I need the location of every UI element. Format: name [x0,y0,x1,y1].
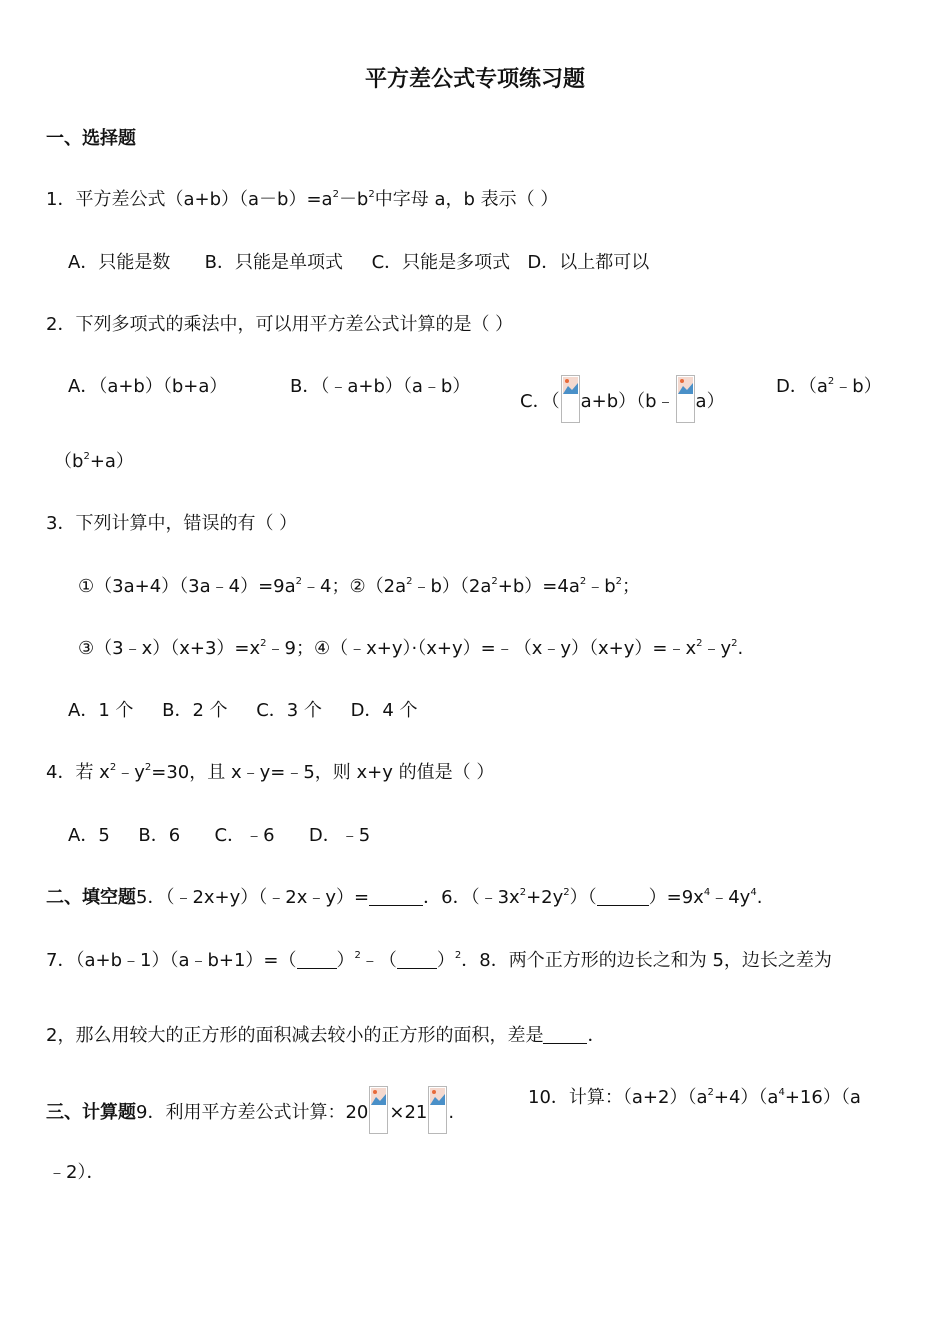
question-10-continued: ﹣2）． [48,1162,105,1183]
question-2-option-d: D．$(a^2﹣b)$ [776,376,882,397]
question-2-option-a: A．（a+b）（b+a） [68,376,228,397]
broken-image-icon [369,1086,388,1134]
question-2-option-c: C．（ a+b）（b﹣ a） [520,375,725,423]
answer-blank[interactable] [597,887,649,906]
answer-blank[interactable] [297,950,337,969]
question-7-8: 7．（a+b﹣1）（a﹣b+1）=（ ）$^2$﹣（ ）$^2$．8．两个正方形的边长之和为 5，边长之差为 [46,950,832,971]
broken-image-icon [676,375,695,423]
question-4: 4．若 $x^2﹣y^2=30$，且 x﹣y=﹣5，则 x+y 的值是（ ） [46,762,495,783]
question-2-option-b: B．（﹣a+b）（a﹣b） [290,376,471,397]
answer-blank[interactable] [397,950,437,969]
answer-blank[interactable] [543,1025,587,1044]
section-heading-fill: 二、填空题 [46,887,136,908]
page-title: 平方差公式专项练习题 [364,67,585,92]
question-8-continued: 2，那么用较大的正方形的面积减去较小的正方形的面积，差是 ． [46,1025,606,1046]
question-3-statements-1-2: $①(3a+4)(3a﹣4)=9a^2﹣4$；$②(2a^2﹣b)(2a^2+b)=4a^2﹣b^2$； [78,576,641,597]
question-5-6: 二、填空题5．（﹣2x+y）（﹣2x﹣y）= ．6．$(﹣3x^2+2y^2)$（ ）$=9x^4﹣4y^4$. [46,887,763,908]
question-9: 三、计算题9．利用平方差公式计算：20 ×21 . [46,1086,454,1134]
section-heading-calc: 三、计算题 [46,1102,136,1123]
answer-blank[interactable] [369,887,423,906]
question-10: 10．计算：$(a+2)(a^2+4)(a^4+16)(a$ [528,1087,861,1108]
broken-image-icon [428,1086,447,1134]
question-2: 2．下列多项式的乘法中，可以用平方差公式计算的是（ ） [46,314,514,335]
question-1-options: A．只能是数 B．只能是单项式 C．只能是多项式 D．以上都可以 [68,252,650,273]
question-4-options: A．5 B．6 C．﹣6 D．﹣5 [68,825,371,846]
section-heading-choice: 一、选择题 [46,128,136,149]
question-1: 1．平方差公式$(a+b)(a-b)=a^2-b^2$中字母 a，b 表示（ ） [46,189,559,210]
question-3-options: A．1 个 B．2 个 C．3 个 D．4 个 [68,700,418,721]
broken-image-icon [561,375,580,423]
question-2-option-d-continued: $(b^2+a)$ [54,451,134,472]
question-3: 3．下列计算中，错误的有（ ） [46,513,298,534]
question-3-statements-3-4: $③(3﹣x)(x+3)=x^2﹣9$；$④(﹣x+y)\cdot(x+y)=﹣(x﹣y)(x+y)=﹣x^2﹣y^2$. [78,638,744,659]
